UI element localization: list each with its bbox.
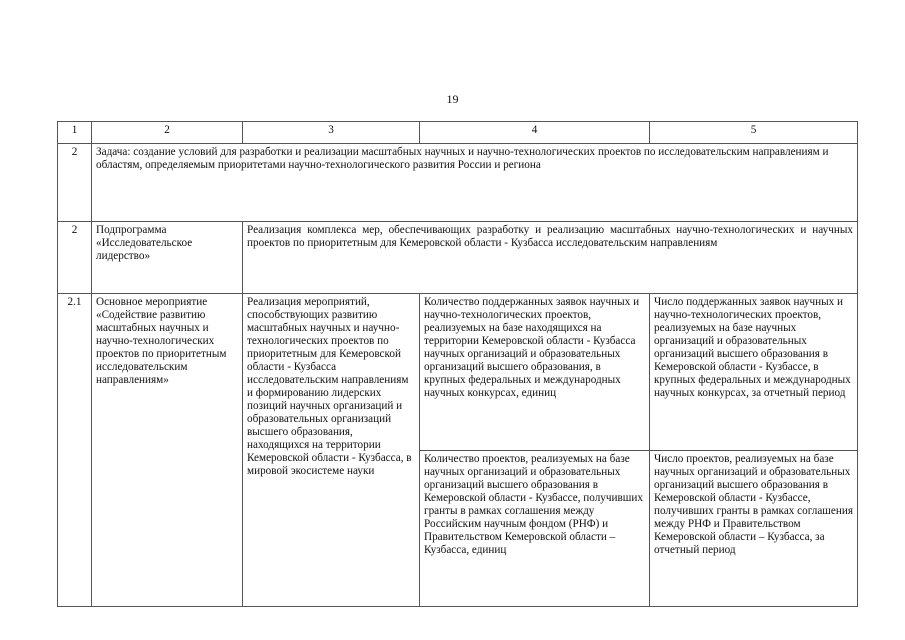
task-number: 2 [58, 144, 92, 222]
subprogram-number: 2 [58, 222, 92, 294]
indicator-2-name: Количество проектов, реализуемых на базе научных организаций и образовательных организаций высшего образования в Кемеровской области - Кузбассе, получивших гранты в рамках соглашения между Российским научным фондом (РНФ) и Правительством Кемеровской области – Кузбасса, единиц [420, 451, 650, 607]
task-row [58, 144, 858, 222]
page-number: 19 [446, 92, 459, 106]
header-cell-1: 1 [58, 122, 92, 144]
header-cell-2: 2 [92, 122, 243, 144]
indicator-2-method: Число проектов, реализуемых на базе научных организаций и образовательных организаций высшего образования в Кемеровской области - Кузбассе, получивших гранты в рамках соглашения между РНФ и Правительством Кемеровской области – Кузбасса, за отчетный период [650, 451, 858, 607]
header-cell-4: 4 [420, 122, 650, 144]
header-cell-3: 3 [243, 122, 420, 144]
subprogram-row [58, 222, 858, 294]
header-cell-5: 5 [650, 122, 858, 144]
activity-number: 2.1 [58, 294, 92, 607]
indicator-1-method: Число поддержанных заявок научных и научно-технологических проектов, реализуемых на базе научных организаций и образовательных организаций высшего образования в Кемеровской области - Кузбассе, в крупных федеральных и международных научных конкурсах, за отчетный период [650, 294, 858, 451]
header-row [58, 122, 858, 144]
task-text: Задача: создание условий для разработки и реализации масштабных научных и научно-технологических проектов по исследовательским направлениям и областям, определяемым приоритетами научно-технологического развития России и региона [92, 144, 858, 222]
subprogram-name: Подпрограмма «Исследовательское лидерство» [92, 222, 243, 294]
activity-description: Реализация мероприятий, способствующих развитию масштабных научных и научно-технологических проектов по приоритетным для Кемеровской области - Кузбасса исследовательским направлениям и формированию лидерских позиций научных организаций и образовательных организаций высшего образования, находящихся на территории Кемеровской области - Кузбасса, в мировой экосистеме науки [243, 294, 420, 607]
activity-row [58, 294, 858, 451]
indicator-1-name: Количество поддержанных заявок научных и научно-технологических проектов, реализуемых на базе находящихся на территории Кемеровской области - Кузбасса научных организаций и образовательных организаций высшего образования, в крупных федеральных и международных научных конкурсах, единиц [420, 294, 650, 451]
program-table [57, 121, 858, 607]
activity-name: Основное мероприятие «Содействие развитию масштабных научных и научно-технологических проектов по приоритетным исследовательским направлениям» [92, 294, 243, 607]
subprogram-description: Реализация комплекса мер, обеспечивающих разработку и реализацию масштабных научно-технологических и научных проектов по приоритетным для Кемеровской области - Кузбасса исследовательским направлениям [243, 222, 858, 294]
